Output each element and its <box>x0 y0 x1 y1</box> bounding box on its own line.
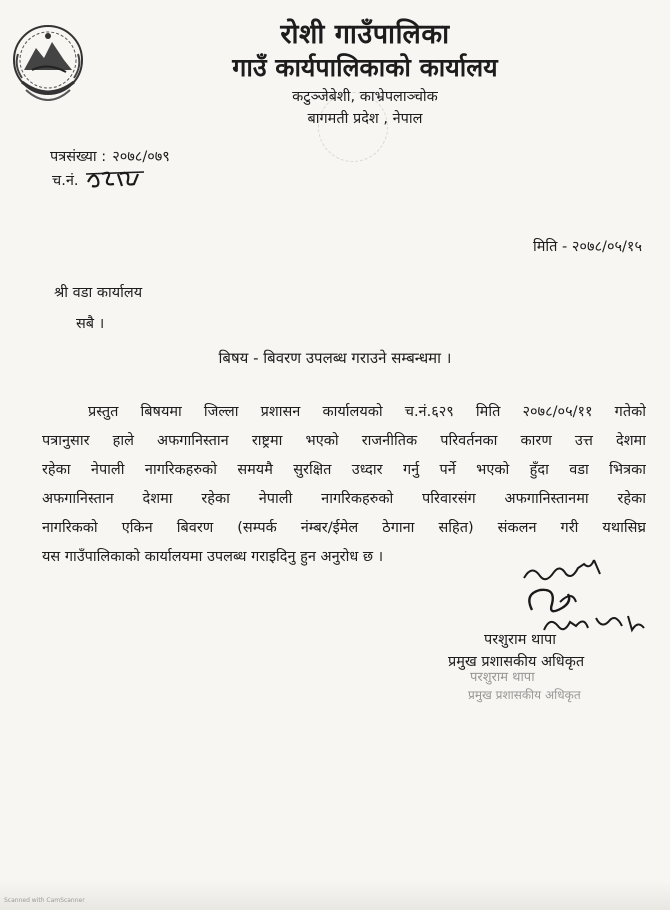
body-line: रहेका नेपाली नागरिकहरुको समयमै सुरक्षित उध्दार गर्नु पर्ने भएको हुँदा वडा भित्रका <box>42 462 646 478</box>
recipient-line-2: सबै । <box>76 316 105 332</box>
scan-bottom-edge <box>0 880 670 910</box>
signatory-title: प्रमुख प्रशासकीय अधिकृत <box>448 654 585 670</box>
body-line: प्रस्तुत बिषयमा जिल्ला प्रशासन कार्यालयको च.नं.६२९ मिति २०७८/०५/११ गतेको <box>88 404 646 420</box>
office-title: रोशी गाउँपालिका <box>280 19 450 50</box>
reference-label: पत्रसंख्या : <box>50 149 107 165</box>
scanner-watermark: Scanned with CamScanner <box>4 897 85 904</box>
letter-subject: बिषय - बिवरण उपलब्ध गराउने सम्बन्धमा । <box>218 349 452 367</box>
body-line: अफगानिस्तान देशमा रहेका नेपाली नागरिकहरुको परिवारसंग अफगानिस्तानमा रहेका <box>42 491 646 507</box>
address-line-2: बागमती प्रदेश , नेपाल <box>307 111 423 127</box>
reference-number <box>50 146 170 166</box>
reference-value: २०७८/०७९ <box>112 149 170 165</box>
handwritten-dispatch-number <box>84 166 146 192</box>
dispatch-number-label: च.नं. <box>52 173 79 189</box>
recipient-line-1: श्री वडा कार्यालय <box>54 285 143 301</box>
handwritten-date-scribble <box>540 606 660 646</box>
faint-seal-name: परशुराम थापा <box>470 670 535 685</box>
letter-body <box>42 398 646 572</box>
address-line-1: कटुञ्जेबेशी, काभ्रेपलाञ्चोक <box>292 89 438 105</box>
nepal-emblem-icon <box>10 20 86 112</box>
signatory-name: परशुराम थापा <box>484 632 557 648</box>
faint-seal-title: प्रमुख प्रशासकीय अधिकृत <box>468 688 581 702</box>
body-line: पत्रानुसार हाले अफगानिस्तान राष्ट्रमा भएको राजनीतिक परिवर्तनका कारण उत्त देशमा <box>42 433 646 449</box>
office-subtitle: गाउँ कार्यपालिकाको कार्यालय <box>232 53 498 82</box>
letter-date: मिति - २०७८/०५/१५ <box>533 239 642 255</box>
body-line: नागरिकको एकिन बिवरण (सम्पर्क नंम्बर/ईमेल ठेगाना सहित) संकलन गरी यथासिघ्र <box>42 520 646 536</box>
body-line: यस गाउँपालिकाको कार्यालयमा उपलब्ध गराइदिनु हुन अनुरोध छ । <box>42 549 384 565</box>
